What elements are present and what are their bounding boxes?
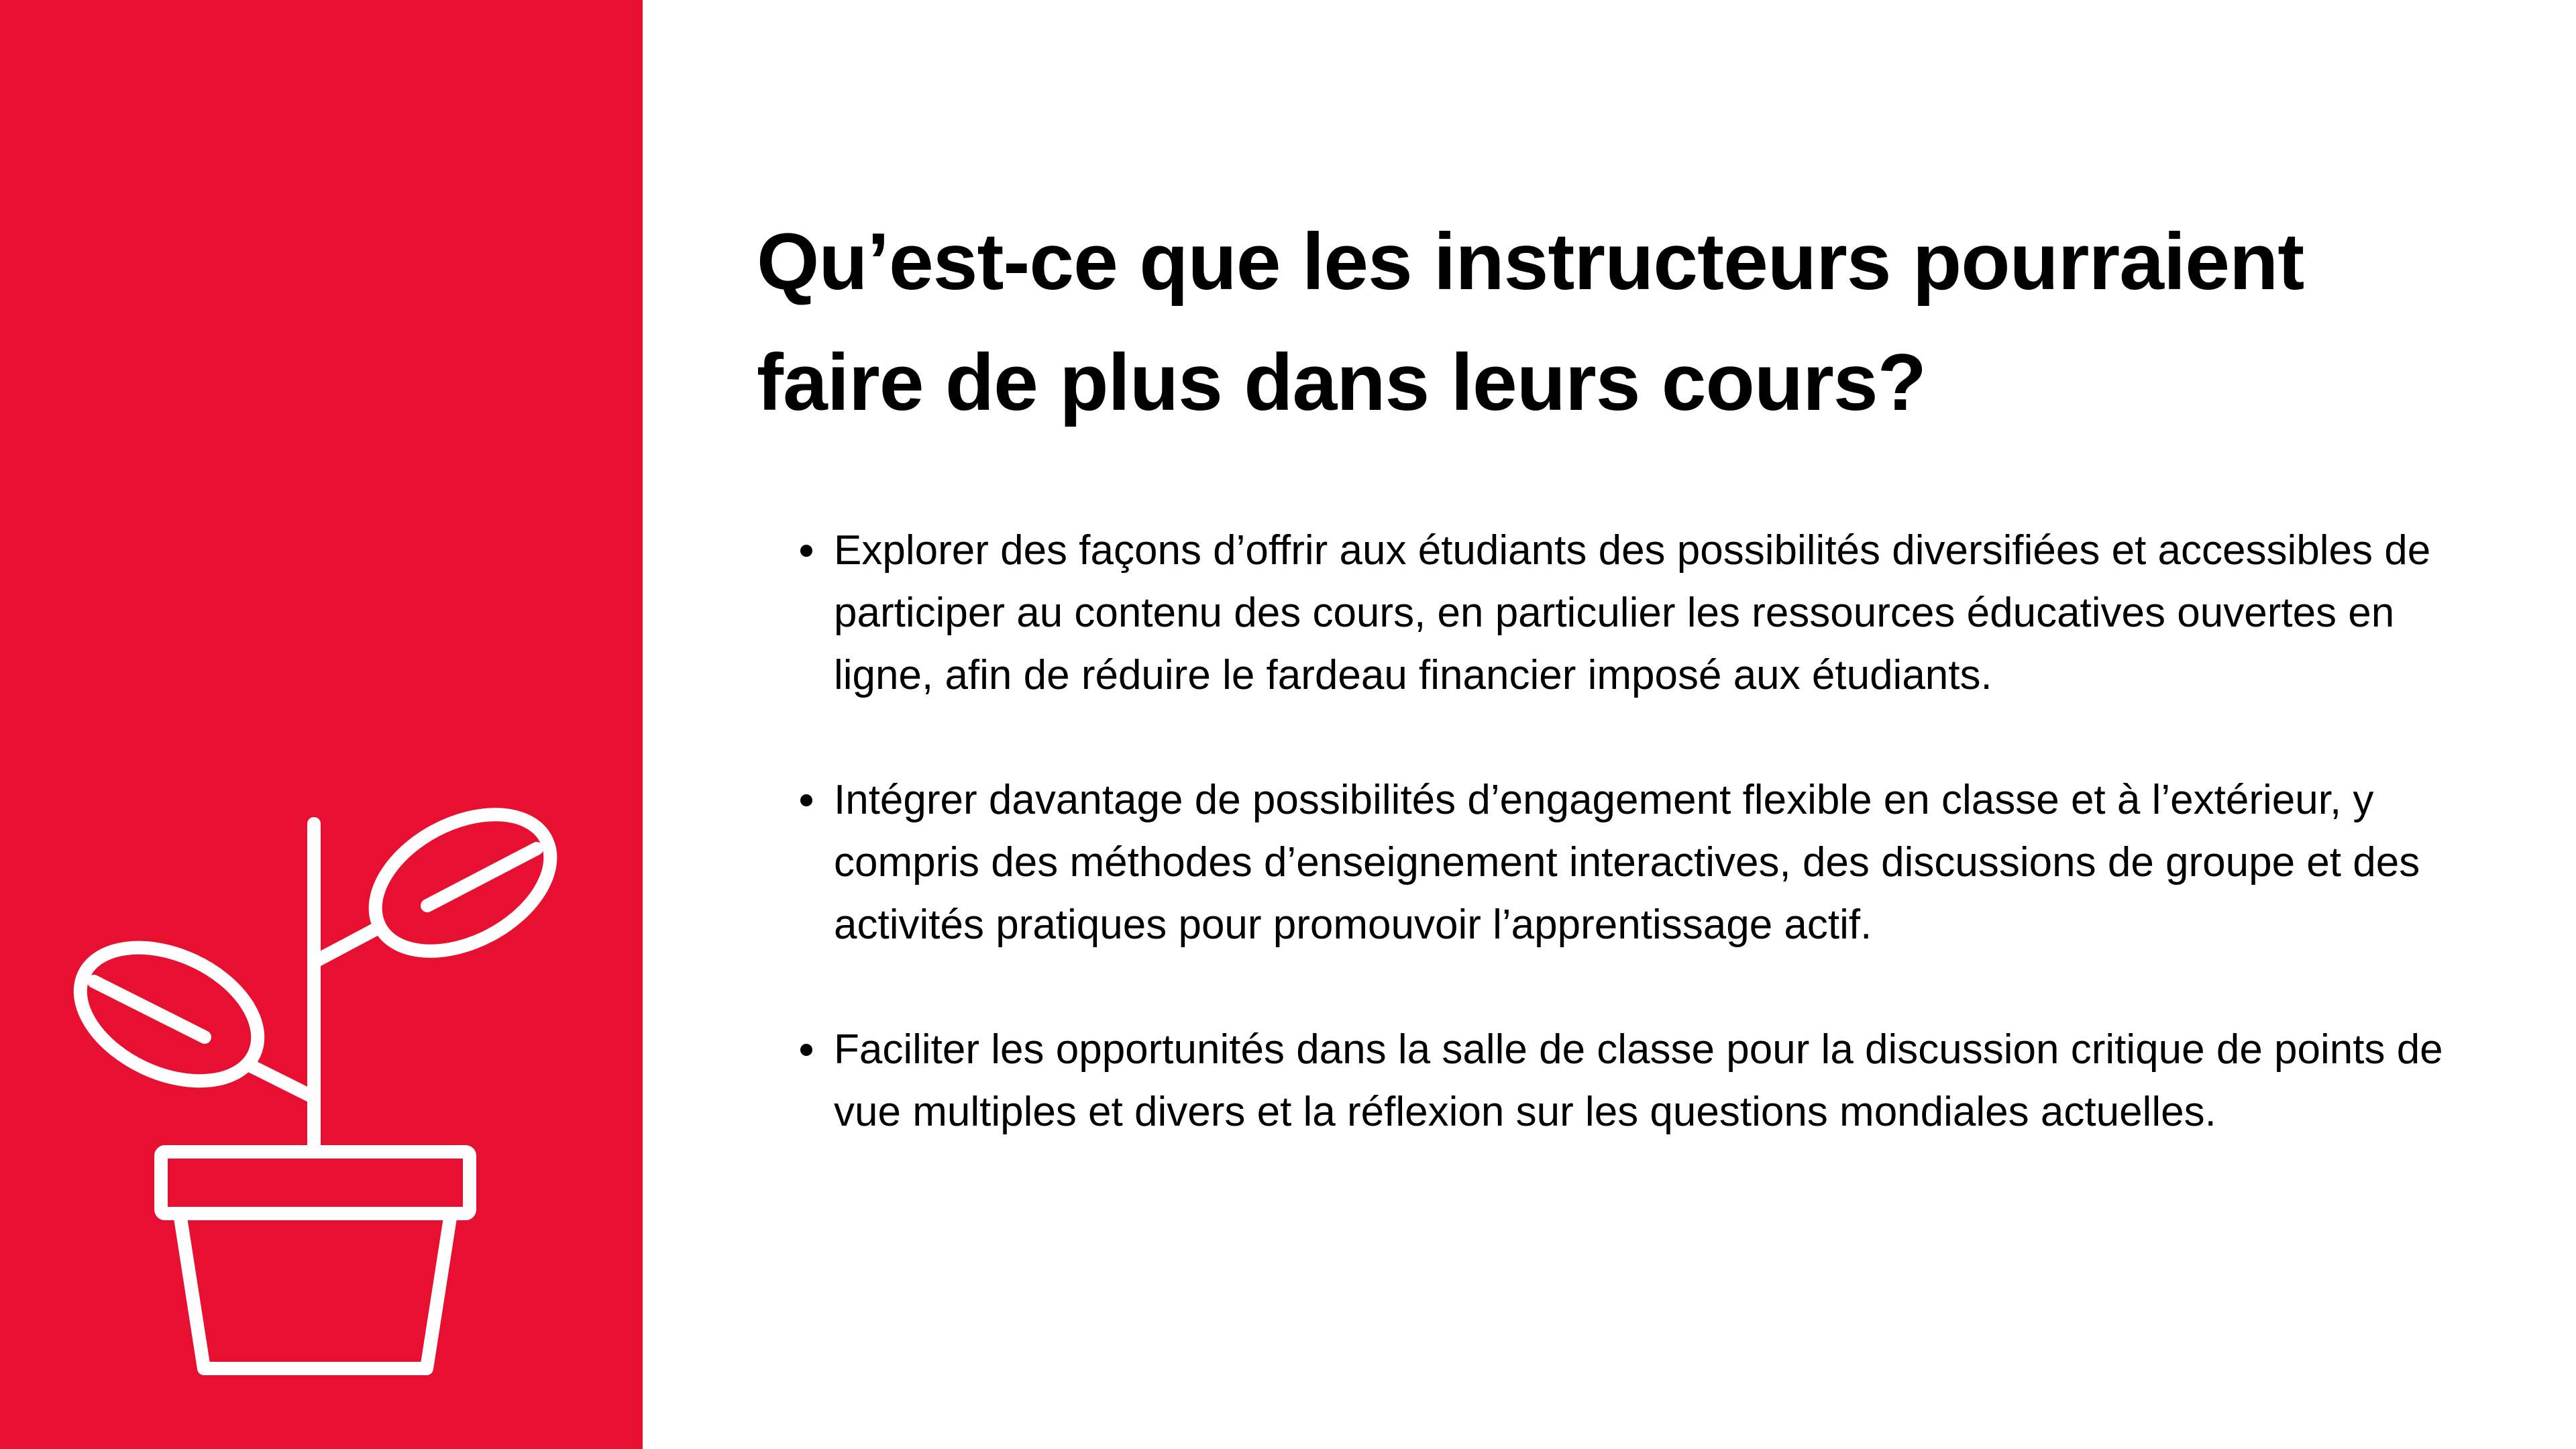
bullet-dot-icon — [800, 1044, 812, 1056]
slide-title-line-1: Qu’est-ce que les instructeurs pourraient — [757, 217, 2304, 307]
bullet-list — [757, 519, 2477, 1143]
list-item-text: Faciliter les opportunités dans la salle de classe pour la discussion critique de points de vue multiples et divers et la réflexion sur les questions mondiales actuelles. — [834, 1026, 2443, 1135]
bullet-dot-icon — [800, 545, 812, 557]
red-side-panel — [0, 0, 643, 1449]
slide-title-line-2: faire de plus dans leurs cours? — [757, 337, 1926, 427]
bullet-dot-icon — [800, 794, 812, 806]
slide-title — [757, 201, 2501, 443]
content-area — [757, 201, 2501, 1143]
list-item — [834, 769, 2477, 956]
list-item-text: Explorer des façons d’offrir aux étudiants des possibilités diversifiées et accessibles de participer au contenu des cours, en particulier les ressources éducatives ouvertes en ligne, afin de réduire le fardeau financier imposé aux étudiants. — [834, 527, 2431, 698]
list-item-text: Intégrer davantage de possibilités d’engagement flexible en classe et à l’extérieur, y compris des méthodes d’enseignement interactives, des discussions de groupe et des activités pratiques pour promouvoir l’apprentissage actif. — [834, 777, 2420, 948]
list-item — [834, 519, 2477, 706]
potted-plant-icon — [0, 0, 643, 1449]
list-item — [834, 1018, 2477, 1143]
